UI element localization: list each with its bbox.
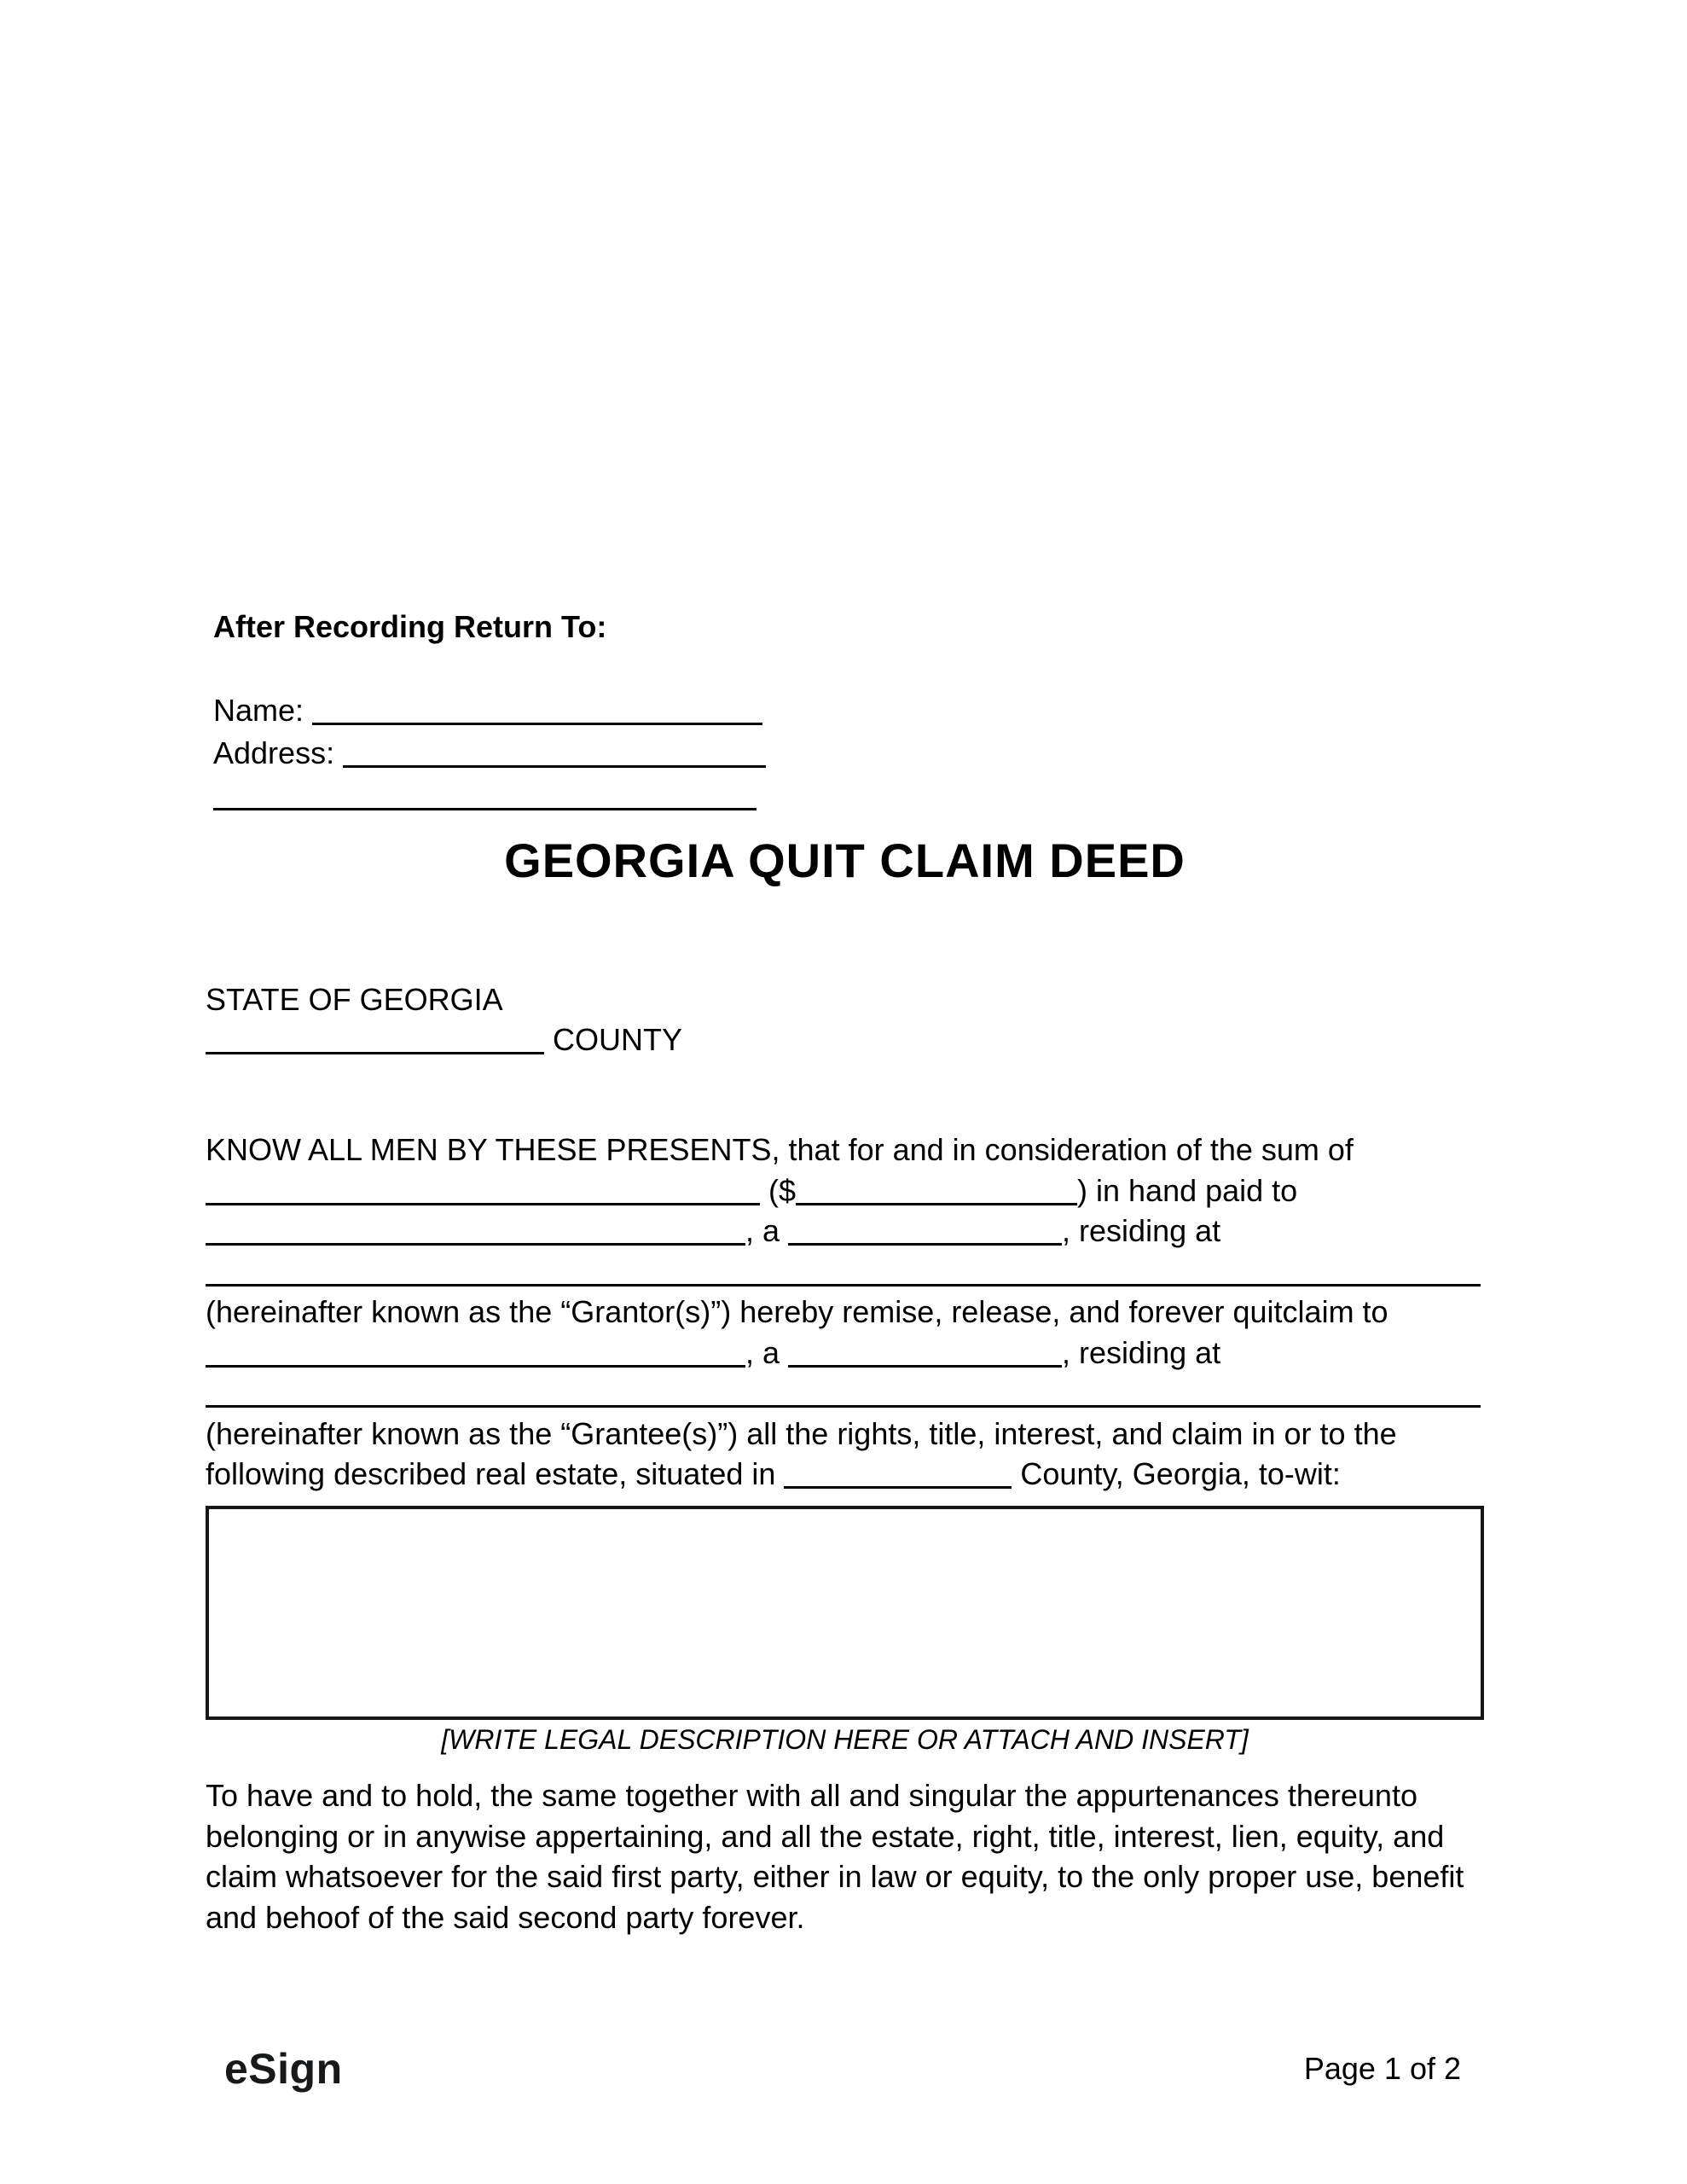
text-line: [206, 1019, 682, 1060]
text-segment: claim whatsoever for the said first party, either in law or equity, to the only proper use, benefit: [206, 1859, 1464, 1894]
text-line: [213, 689, 766, 732]
text-line: [206, 1775, 1464, 1816]
return-address-line2-blank[interactable]: [213, 803, 757, 810]
legal-description-caption: [WRITE LEGAL DESCRIPTION HERE OR ATTACH AND INSERT]: [441, 1724, 1249, 1755]
property-county-blank[interactable]: [784, 1481, 1012, 1489]
grantor-name-blank[interactable]: [206, 1238, 745, 1246]
text-segment: ($: [760, 1172, 797, 1208]
text-segment: Address:: [213, 735, 344, 770]
text-line: [206, 1856, 1464, 1897]
text-line: [206, 1130, 1481, 1170]
after-recording-heading: After Recording Return To:: [213, 609, 607, 644]
text-segment: , a: [745, 1334, 789, 1370]
text-line: [206, 1816, 1464, 1857]
text-line: [206, 1252, 1481, 1292]
return-address-block: [213, 689, 766, 817]
grantor-entity-type-blank[interactable]: [788, 1238, 1062, 1246]
county-blank[interactable]: [206, 1047, 544, 1054]
text-line: [206, 979, 682, 1019]
return-name-blank[interactable]: [312, 717, 762, 725]
text-segment: County, Georgia, to-wit:: [1012, 1456, 1341, 1491]
text-line: [206, 1454, 1481, 1495]
text-segment: Name:: [213, 693, 313, 728]
text-segment: COUNTY: [544, 1022, 682, 1057]
text-line: [213, 732, 766, 775]
text-segment: STATE OF GEORGIA: [206, 982, 503, 1017]
grantee-name-blank[interactable]: [206, 1360, 745, 1368]
page-title: GEORGIA QUIT CLAIM DEED: [504, 834, 1186, 887]
granting-clause-paragraph: [206, 1130, 1481, 1495]
consideration-amount-numeric-blank[interactable]: [796, 1198, 1077, 1205]
text-segment: , a: [745, 1213, 789, 1248]
state-county-block: [206, 979, 682, 1060]
text-line: [213, 775, 766, 817]
grantor-address-blank[interactable]: [206, 1279, 1481, 1287]
text-line: [206, 1292, 1481, 1333]
text-segment: and behoof of the said second party forever.: [206, 1899, 805, 1935]
grantee-entity-type-blank[interactable]: [788, 1360, 1062, 1368]
text-segment: belonging or in anywise appertaining, and all the estate, right, title, interest, lien, equity, and: [206, 1818, 1445, 1854]
text-segment: KNOW ALL MEN BY THESE PRESENTS, that for and in consideration of the sum of: [206, 1132, 1354, 1167]
text-line: [206, 1414, 1481, 1455]
text-segment: (hereinafter known as the “Grantee(s)”) all the rights, title, interest, and claim in or to the: [206, 1415, 1397, 1451]
text-segment: , residing at: [1062, 1334, 1221, 1370]
text-line: [206, 1373, 1481, 1414]
text-line: [206, 1897, 1464, 1938]
text-segment: ) in hand paid to: [1077, 1172, 1298, 1208]
text-line: [206, 1170, 1481, 1211]
text-line: [206, 1333, 1481, 1374]
page-indicator: Page 1 of 2: [1303, 2051, 1461, 2086]
legal-description-box[interactable]: [206, 1506, 1484, 1720]
text-segment: following described real estate, situated in: [206, 1456, 785, 1491]
grantee-address-blank[interactable]: [206, 1400, 1481, 1408]
return-address-blank[interactable]: [343, 760, 766, 768]
text-segment: (hereinafter known as the “Grantor(s)”) hereby remise, release, and forever quitclaim to: [206, 1294, 1388, 1329]
esign-logo: eSign: [224, 2045, 343, 2093]
consideration-amount-words-blank[interactable]: [206, 1198, 760, 1205]
habendum-clause-paragraph: [206, 1775, 1464, 1937]
text-segment: To have and to hold, the same together with all and singular the appurtenances thereunto: [206, 1778, 1417, 1813]
text-line: [206, 1211, 1481, 1252]
text-segment: , residing at: [1062, 1213, 1221, 1248]
